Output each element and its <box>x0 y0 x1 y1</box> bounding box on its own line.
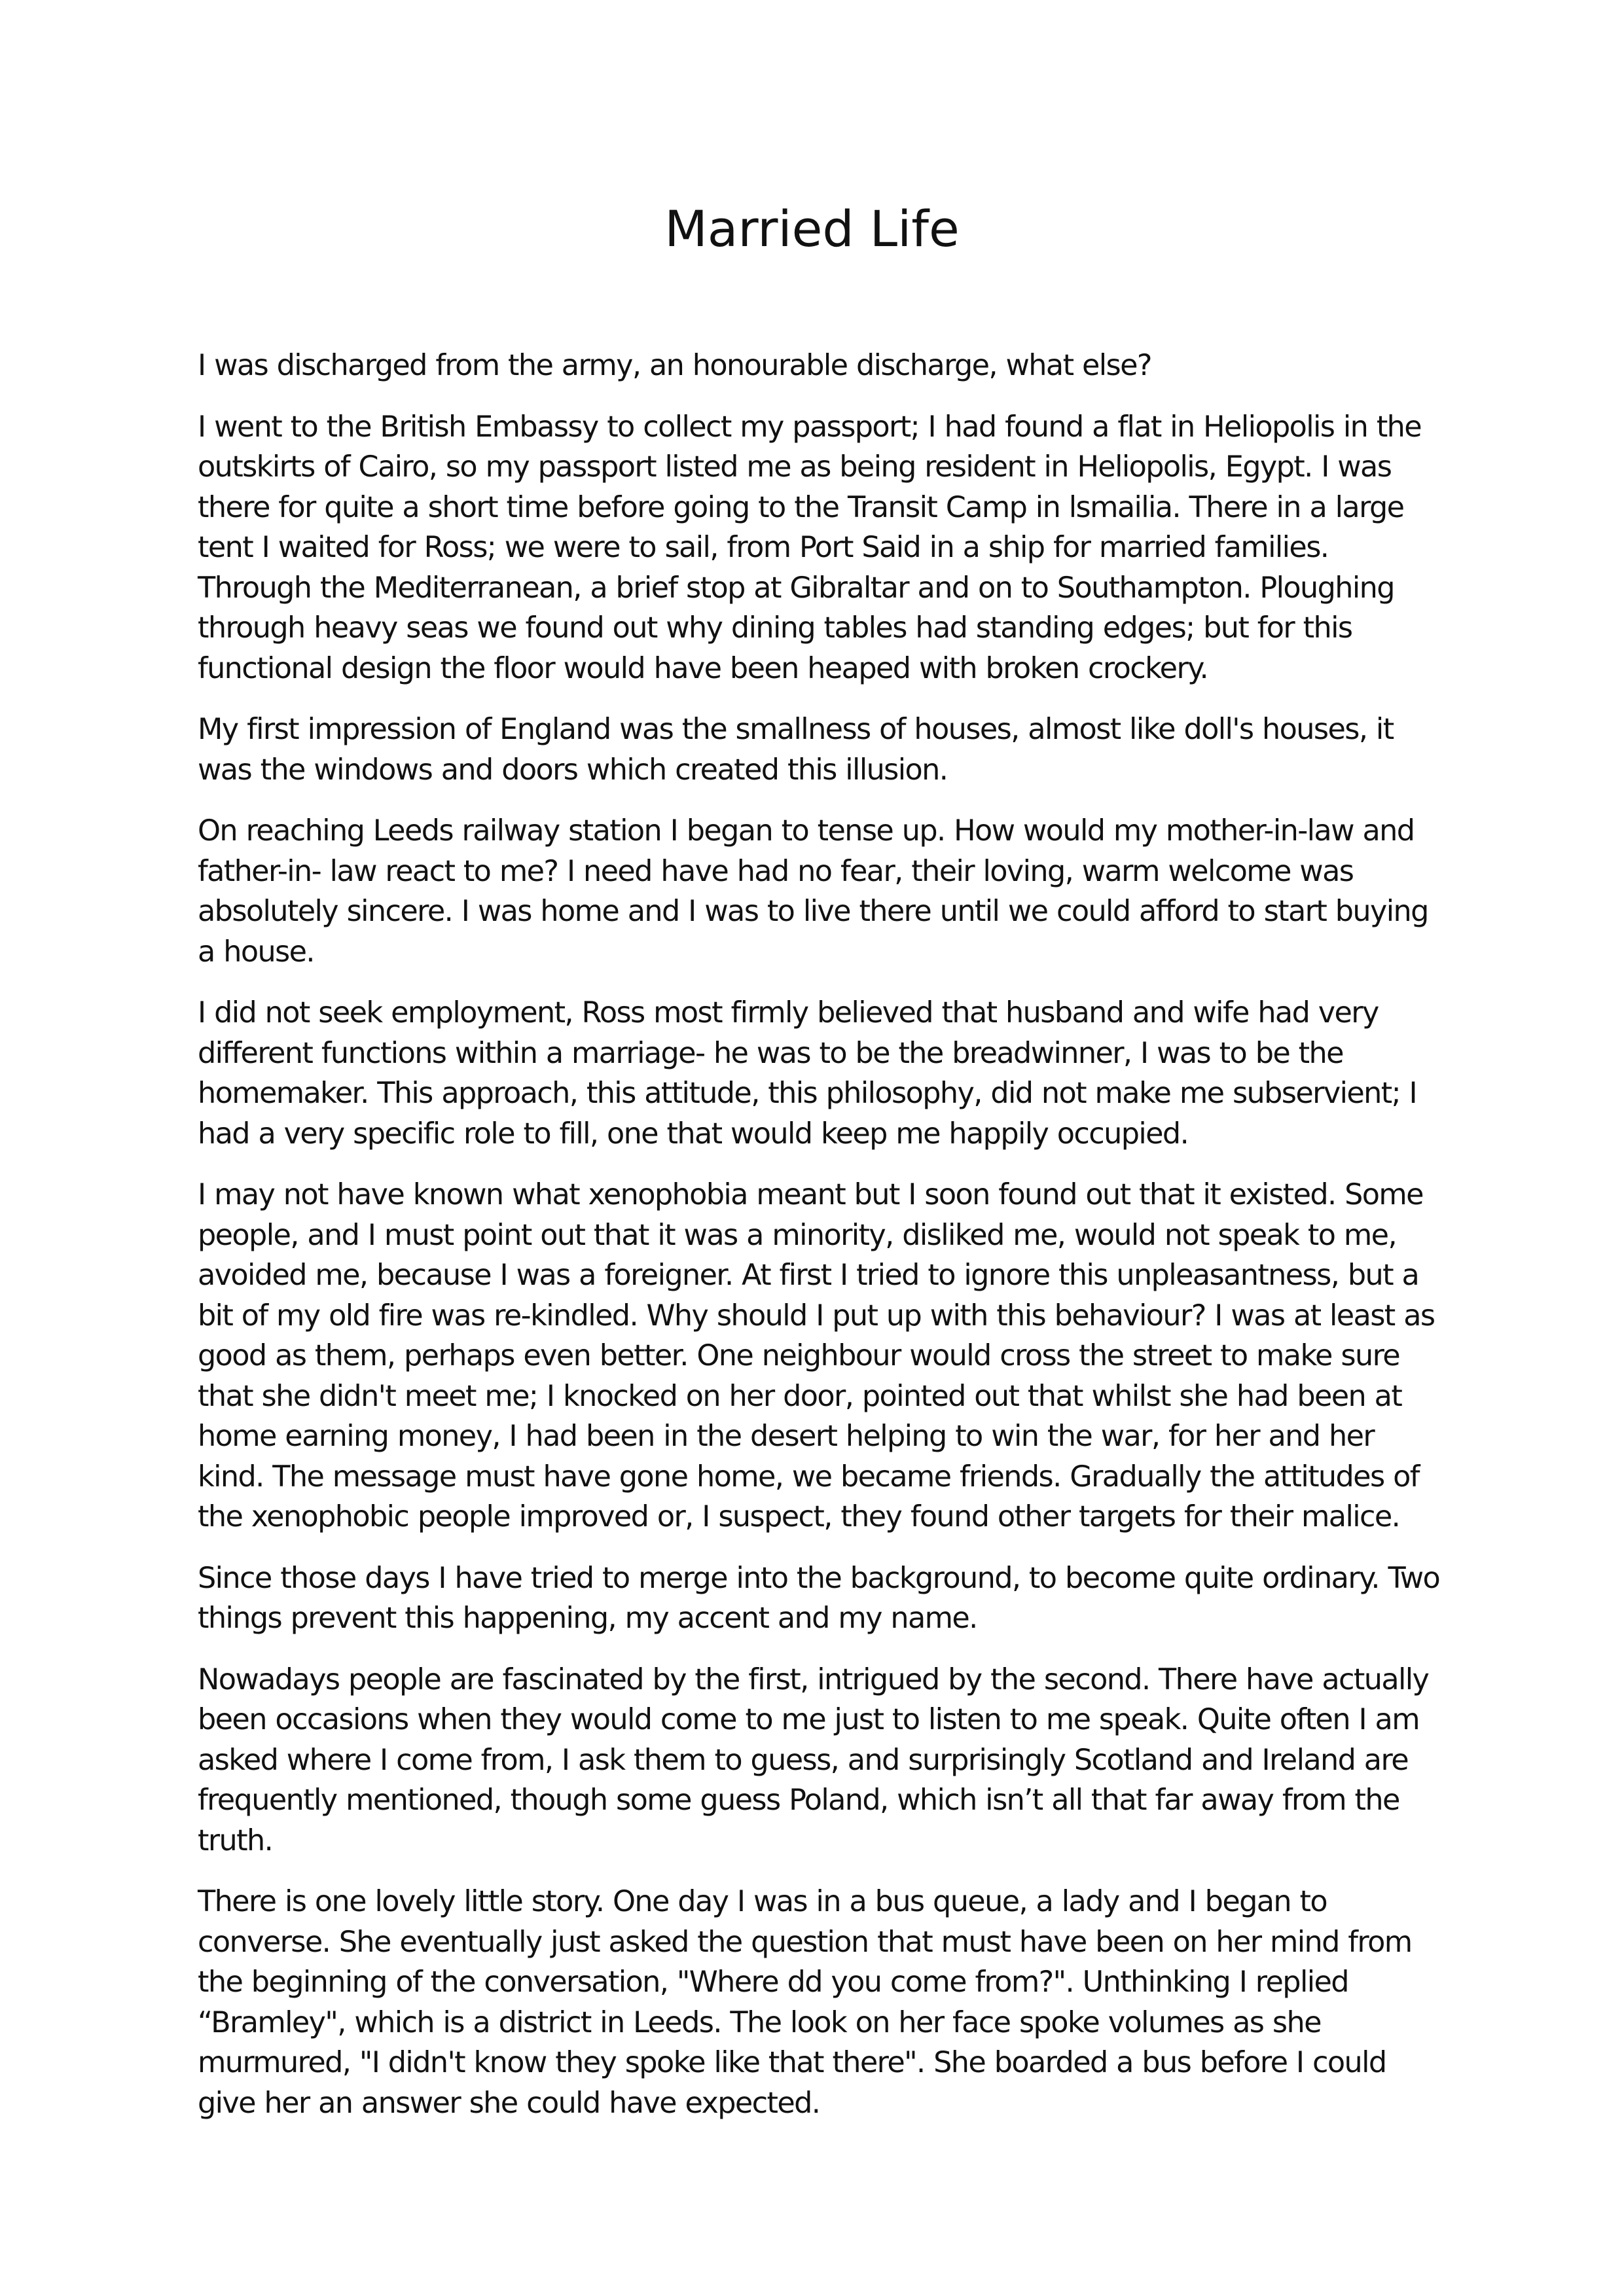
paragraph: I went to the British Embassy to collect my passport; I had found a flat in Heliopolis in the outskirts of Cairo, so my passport listed me as being resident in Heliopolis, Egypt. I was there for quite a short time before going to the Transit Camp in lsmailia. There in a large tent I waited for Ross; we were to sail, from Port Said in a ship for married families. Through the Mediterranean, a brief stop at Gibraltar and on to Southampton. Ploughing through heavy seas we found out why dining tables had standing edges; but for this functional design the floor would have been heaped with broken crockery. <box>198 410 1422 685</box>
document-body <box>198 346 1445 2144</box>
paragraph: My first impression of England was the smallness of houses, almost like doll's houses, it was the windows and doors which created this illusion. <box>198 713 1394 787</box>
paragraph: I did not seek employment, Ross most firmly believed that husband and wife had very different functions within a marriage- he was to be the breadwinner, I was to be the homemaker. This approach, this attitude, this philosophy, did not make me subservient; I had a very specific role to fill, one that would keep me happily occupied. <box>198 996 1417 1151</box>
paragraph: Since those days I have tried to merge into the background, to become quite ordinary. Two things prevent this happening, my accent and my name. <box>198 1561 1440 1635</box>
paragraph: On reaching Leeds railway station I began to tense up. How would my mother-in-law and father-in- law react to me? I need have had no fear, their loving, warm welcome was absolutely sincere. I was home and I was to live there until we could afford to start buying a house. <box>198 814 1428 969</box>
paragraph: I was discharged from the army, an honourable discharge, what else? <box>198 349 1151 382</box>
page-title: Married Life <box>664 200 960 258</box>
paragraph: I may not have known what xenophobia meant but I soon found out that it existed. Some people, and I must point out that it was a minority, disliked me, would not speak to me, avoided me, because I was a foreigner. At first I tried to ignore this unpleasantness, but a bit of my old fire was re-kindled. Why should I put up with this behaviour? I was at least as good as them, perhaps even better. One neighbour would cross the street to make sure that she didn't meet me; I knocked on her door, pointed out that whilst she had been at home earning money, I had been in the desert helping to win the war, for her and her kind. The message must have gone home, we became friends. Gradually the attitudes of the xenophobic people improved or, I suspect, they found other targets for their malice. <box>198 1178 1435 1534</box>
paragraph: There is one lovely little story. One day I was in a bus queue, a lady and I began to converse. She eventually just asked the question that must have been on her mind from the beginning of the conversation, "Where dd you come from?". Unthinking I replied “Bramley", which is a district in Leeds. The look on her face spoke volumes as she murmured, "I didn't know they spoke like that there". She boarded a bus before I could give her an answer she could have expected. <box>198 1885 1412 2120</box>
paragraph: Nowadays people are fascinated by the first, intrigued by the second. There have actually been occasions when they would come to me just to listen to me speak. Quite often I am asked where I come from, I ask them to guess, and surprisingly Scotland and Ireland are frequently mentioned, though some guess Poland, which isn’t all that far away from the truth. <box>198 1662 1429 1857</box>
